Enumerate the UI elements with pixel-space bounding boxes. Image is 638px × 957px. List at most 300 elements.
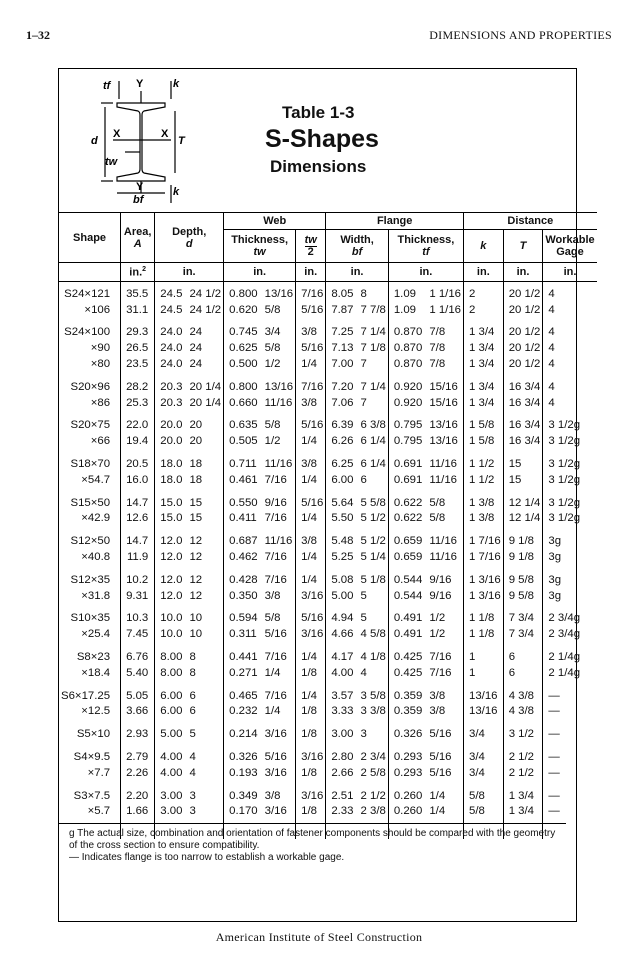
table-cell: 4.94 bbox=[326, 611, 356, 627]
table-cell: 7.13 bbox=[326, 340, 356, 356]
table-cell: 20.0 bbox=[155, 433, 185, 449]
table-cell: 5/8 bbox=[264, 612, 281, 625]
table-cell: 1 3/4 bbox=[464, 340, 504, 356]
table-cell: 7 1/8 bbox=[360, 342, 386, 355]
unit-cell: in. bbox=[543, 263, 597, 282]
table-cell: S10×35 bbox=[70, 612, 111, 625]
table-cell: 10 bbox=[189, 628, 203, 641]
table-cell: 5/16 bbox=[264, 628, 287, 641]
table-cell: 2.33 bbox=[326, 804, 356, 820]
table-cell: 16.0 bbox=[121, 472, 155, 488]
table-cell: 0.870 bbox=[388, 356, 424, 372]
table-cell: 9 1/8 bbox=[503, 533, 543, 549]
table-cell: 12.0 bbox=[155, 588, 185, 604]
table-cell: 0.800 bbox=[224, 286, 260, 302]
table-cell: 7.25 bbox=[326, 325, 356, 341]
unit-cell: in. bbox=[155, 263, 224, 282]
table-cell: 5.00 bbox=[326, 588, 356, 604]
diagram-label: tw bbox=[105, 156, 118, 168]
table-cell: 16 3/4 bbox=[503, 395, 543, 411]
table-cell: ×54.7 bbox=[81, 473, 111, 486]
table-cell: 1 3/4 bbox=[464, 356, 504, 372]
table-cell: S6×17.25 bbox=[61, 689, 111, 702]
table-cell: 6 bbox=[503, 665, 543, 681]
table-cell: 24 1/2 bbox=[189, 303, 222, 316]
table-cell: 2.80 bbox=[326, 749, 356, 765]
unit-cell: in. bbox=[224, 263, 296, 282]
table-cell: 3/16 bbox=[296, 749, 326, 765]
table-cell: ×106 bbox=[84, 303, 111, 316]
table-cell: 0.691 bbox=[388, 456, 424, 472]
table-cell: 5.00 bbox=[155, 726, 185, 742]
table-cell: 9/16 bbox=[264, 496, 287, 509]
table-cell: 1/8 bbox=[296, 765, 326, 781]
table-body bbox=[59, 286, 597, 839]
table-cell: ×7.7 bbox=[87, 766, 111, 779]
footnote-dash: — Indicates flange is too narrow to establish a workable gage. bbox=[69, 852, 345, 863]
table-cell: 3 5/8 bbox=[360, 689, 386, 702]
table-cell: 2 3/4g bbox=[543, 611, 597, 627]
table-cell: 6 1/4 bbox=[360, 435, 386, 448]
table-cell: 4 bbox=[543, 395, 597, 411]
table-row bbox=[59, 356, 597, 372]
table-cell: 24.5 bbox=[155, 286, 185, 302]
unit-cell: in. bbox=[296, 263, 326, 282]
table-cell: 7/16 bbox=[264, 651, 287, 664]
table-cell: 6 bbox=[189, 689, 196, 702]
col-tw2: tw 2 bbox=[296, 230, 326, 263]
table-cell: 4 bbox=[360, 666, 367, 679]
table-cell: 0.659 bbox=[388, 533, 424, 549]
table-row bbox=[59, 588, 597, 604]
table-cell: 0.326 bbox=[388, 726, 424, 742]
table-cell: ×5.7 bbox=[87, 805, 111, 818]
table-cell: 4 bbox=[189, 766, 196, 779]
table-cell: 5/16 bbox=[429, 728, 452, 741]
table-cell: S15×50 bbox=[70, 496, 111, 509]
table-cell: 3g bbox=[543, 572, 597, 588]
table-cell: 2 5/8 bbox=[360, 766, 386, 779]
table-cell: 7/16 bbox=[264, 551, 287, 564]
table-cell: 11/16 bbox=[429, 535, 458, 548]
table-cell: 3 1/2g bbox=[543, 472, 597, 488]
table-row bbox=[59, 549, 597, 565]
table-cell: 0.293 bbox=[388, 765, 424, 781]
table-cell: 2.51 bbox=[326, 788, 356, 804]
table-cell: 24 bbox=[189, 326, 203, 339]
table-cell: 6.76 bbox=[121, 649, 155, 665]
table-cell: 10.0 bbox=[155, 626, 185, 642]
table-cell: 3/16 bbox=[264, 766, 287, 779]
table-cell: 14.7 bbox=[121, 533, 155, 549]
table-row bbox=[59, 325, 597, 341]
table-cell: 4 bbox=[543, 302, 597, 318]
table-cell: — bbox=[543, 688, 597, 704]
table-cell: 5.40 bbox=[121, 665, 155, 681]
table-cell: 5.48 bbox=[326, 533, 356, 549]
table-cell: 3/8 bbox=[264, 789, 281, 802]
table-cell: 0.920 bbox=[388, 379, 424, 395]
table-cell: 15 bbox=[189, 496, 203, 509]
table-cell: 0.544 bbox=[388, 588, 424, 604]
table-cell: 35.5 bbox=[121, 286, 155, 302]
table-cell: 5.05 bbox=[121, 688, 155, 704]
table-cell: 20 1/2 bbox=[503, 356, 543, 372]
table-row bbox=[59, 626, 597, 642]
table-cell: 4 bbox=[543, 379, 597, 395]
table-row bbox=[59, 688, 597, 704]
table-cell: 1/2 bbox=[429, 612, 446, 625]
diagram-label: X bbox=[161, 128, 169, 140]
table-cell: 14.7 bbox=[121, 495, 155, 511]
table-cell: 2 bbox=[464, 286, 504, 302]
table-cell: 0.491 bbox=[388, 611, 424, 627]
col-web-thickness: Thickness, tw bbox=[224, 230, 296, 263]
table-cell: 5/16 bbox=[296, 495, 326, 511]
table-cell: 16 3/4 bbox=[503, 379, 543, 395]
table-cell: 3/16 bbox=[264, 728, 287, 741]
table-cell: 0.500 bbox=[224, 356, 260, 372]
table-cell: 7 7/8 bbox=[360, 303, 386, 316]
table-cell: 5 1/2 bbox=[360, 535, 386, 548]
section-title: DIMENSIONS AND PROPERTIES bbox=[429, 28, 612, 42]
table-row bbox=[59, 379, 597, 395]
table-cell: 6.00 bbox=[155, 704, 185, 720]
table-cell: 20 1/2 bbox=[503, 325, 543, 341]
table-cell: 2 bbox=[464, 302, 504, 318]
table-frame bbox=[58, 68, 595, 922]
table-cell: 1 5/8 bbox=[464, 433, 504, 449]
table-cell: 20.3 bbox=[155, 395, 185, 411]
table-cell: 2 3/4 bbox=[360, 751, 386, 764]
table-cell: 0.349 bbox=[224, 788, 260, 804]
table-cell: 1 7/16 bbox=[464, 533, 504, 549]
table-cell: 20 bbox=[189, 435, 203, 448]
table-cell: 5 bbox=[360, 612, 367, 625]
table-cell: 1.66 bbox=[121, 804, 155, 820]
table-cell: 12 bbox=[189, 535, 203, 548]
table-cell: 25.3 bbox=[121, 395, 155, 411]
table-cell: S8×23 bbox=[76, 651, 111, 664]
table-cell: 8.05 bbox=[326, 286, 356, 302]
dimensions-table bbox=[59, 212, 597, 839]
table-cell: 12.0 bbox=[155, 549, 185, 565]
diagram-label: Y bbox=[136, 181, 144, 193]
table-cell: 0.800 bbox=[224, 379, 260, 395]
table-cell: 1/4 bbox=[264, 666, 281, 679]
table-cell: 0.170 bbox=[224, 804, 260, 820]
table-cell: 0.920 bbox=[388, 395, 424, 411]
table-cell: 11/16 bbox=[264, 535, 293, 548]
table-cell: 2 1/2 bbox=[503, 749, 543, 765]
table-cell: 1 3/8 bbox=[464, 495, 504, 511]
table-cell: 1/4 bbox=[429, 805, 446, 818]
table-cell: 20 1/2 bbox=[503, 286, 543, 302]
table-cell: 5/8 bbox=[464, 804, 504, 820]
table-cell: 1/4 bbox=[296, 356, 326, 372]
table-cell: 18.0 bbox=[155, 456, 185, 472]
table-cell: 1 1/8 bbox=[464, 626, 504, 642]
table-cell: S3×7.5 bbox=[73, 789, 111, 802]
table-cell: 1 1/8 bbox=[464, 611, 504, 627]
table-cell: — bbox=[543, 765, 597, 781]
table-cell: 15.0 bbox=[155, 511, 185, 527]
table-cell: 4 bbox=[543, 356, 597, 372]
table-cell: 13/16 bbox=[464, 704, 504, 720]
table-cell: 7 1/4 bbox=[360, 380, 386, 393]
table-cell: 15 bbox=[189, 512, 203, 525]
table-cell: 3 1/2g bbox=[543, 418, 597, 434]
table-cell: 20.0 bbox=[155, 418, 185, 434]
table-cell: 13/16 bbox=[264, 380, 294, 393]
table-cell: 20 bbox=[189, 419, 203, 432]
unit-cell: in. bbox=[503, 263, 543, 282]
table-cell: 0.425 bbox=[388, 665, 424, 681]
table-cell: — bbox=[543, 749, 597, 765]
col-shape: Shape bbox=[59, 213, 121, 263]
col-gage: Workable Gage bbox=[543, 230, 597, 263]
col-web: Web bbox=[224, 213, 326, 230]
table-cell: 22.0 bbox=[121, 418, 155, 434]
table-cell: 3 bbox=[360, 728, 367, 741]
table-cell: 2 1/2 bbox=[360, 789, 386, 802]
table-cell: 12.6 bbox=[121, 511, 155, 527]
table-cell: 2.26 bbox=[121, 765, 155, 781]
table-cell: 0.544 bbox=[388, 572, 424, 588]
table-cell: 12.0 bbox=[155, 572, 185, 588]
table-cell: 10.0 bbox=[155, 611, 185, 627]
table-cell: 6 bbox=[189, 705, 196, 718]
table-row bbox=[59, 395, 597, 411]
table-cell: 3/8 bbox=[296, 395, 326, 411]
table-cell: 5/16 bbox=[296, 302, 326, 318]
table-number: Table 1-3 bbox=[282, 103, 355, 122]
table-cell: 20 1/4 bbox=[189, 396, 222, 409]
table-cell: 0.795 bbox=[388, 433, 424, 449]
table-cell: 6.39 bbox=[326, 418, 356, 434]
table-cell: 1/8 bbox=[296, 804, 326, 820]
table-cell: 0.293 bbox=[388, 749, 424, 765]
table-cell: 2 3/4g bbox=[543, 626, 597, 642]
table-row bbox=[59, 788, 597, 804]
table-cell: — bbox=[543, 788, 597, 804]
table-cell: 4 5/8 bbox=[360, 628, 386, 641]
table-cell: 9/16 bbox=[429, 589, 452, 602]
table-cell: 13/16 bbox=[429, 435, 458, 448]
table-cell: 6.26 bbox=[326, 433, 356, 449]
diagram-label: k bbox=[173, 78, 180, 90]
table-row bbox=[59, 495, 597, 511]
footnotes bbox=[59, 823, 566, 864]
table-cell: 1 3/16 bbox=[464, 588, 504, 604]
table-cell: 5/16 bbox=[296, 340, 326, 356]
table-cell: 31.1 bbox=[121, 302, 155, 318]
diagram-label: Y bbox=[136, 78, 144, 90]
table-cell: 1/4 bbox=[429, 789, 446, 802]
table-cell: 1/4 bbox=[296, 549, 326, 565]
footnote-g: g The actual size, combination and orientation of fastener components should be compared with the geometry of the cross section to ensure compatibility. bbox=[69, 828, 556, 851]
table-cell: 5/16 bbox=[264, 751, 287, 764]
table-cell: 12 bbox=[189, 551, 203, 564]
table-cell: 5/8 bbox=[464, 788, 504, 804]
table-cell: 6.25 bbox=[326, 456, 356, 472]
table-cell: 6 1/4 bbox=[360, 458, 386, 471]
table-cell: — bbox=[543, 726, 597, 742]
table-cell: 4 3/8 bbox=[503, 704, 543, 720]
table-cell: 5/8 bbox=[429, 496, 446, 509]
table-cell: — bbox=[543, 704, 597, 720]
table-cell: 11/16 bbox=[264, 458, 293, 471]
table-cell: 0.462 bbox=[224, 549, 260, 565]
table-cell: ×12.5 bbox=[81, 705, 111, 718]
table-cell: 13/16 bbox=[264, 287, 294, 300]
table-cell: 4.00 bbox=[326, 665, 356, 681]
table-cell: 5.50 bbox=[326, 511, 356, 527]
table-cell: S20×75 bbox=[70, 419, 111, 432]
table-cell: 18 bbox=[189, 458, 203, 471]
table-cell: 3/16 bbox=[296, 626, 326, 642]
table-cell: 0.465 bbox=[224, 688, 260, 704]
table-cell: 5/8 bbox=[264, 419, 281, 432]
page-number: 1–32 bbox=[26, 28, 50, 42]
table-cell: 7/16 bbox=[429, 666, 452, 679]
page-footer: American Institute of Steel Construction bbox=[215, 930, 423, 944]
table-cell: 13/16 bbox=[429, 419, 458, 432]
table-cell: 7/16 bbox=[296, 286, 326, 302]
table-cell: 2 1/4g bbox=[543, 665, 597, 681]
table-cell: 11/16 bbox=[264, 396, 293, 409]
table-row bbox=[59, 418, 597, 434]
table-cell: 7 bbox=[360, 358, 367, 371]
table-cell: S24×121 bbox=[64, 287, 111, 300]
table-cell: 11.9 bbox=[121, 549, 155, 565]
table-cell: 1 3/4 bbox=[503, 804, 543, 820]
table-cell: ×18.4 bbox=[81, 666, 111, 679]
table-row bbox=[59, 704, 597, 720]
table-cell: 7/8 bbox=[429, 326, 446, 339]
table-cell: 0.350 bbox=[224, 588, 260, 604]
table-cell: ×42.9 bbox=[81, 512, 111, 525]
table-cell: 0.461 bbox=[224, 472, 260, 488]
unit-cell: in. bbox=[464, 263, 504, 282]
table-cell: 1 1/16 bbox=[429, 303, 462, 316]
table-cell: 13/16 bbox=[464, 688, 504, 704]
table-cell: 0.491 bbox=[388, 626, 424, 642]
table-cell: 1 1/2 bbox=[464, 456, 504, 472]
table-cell: 8 bbox=[360, 287, 367, 300]
table-cell: 7/16 bbox=[264, 473, 287, 486]
table-cell: ×31.8 bbox=[81, 589, 111, 602]
table-cell: 0.193 bbox=[224, 765, 260, 781]
table-cell: 0.441 bbox=[224, 649, 260, 665]
table-cell: 12.0 bbox=[155, 533, 185, 549]
table-cell: S12×35 bbox=[70, 573, 111, 586]
table-row bbox=[59, 649, 597, 665]
table-cell: 0.635 bbox=[224, 418, 260, 434]
table-cell: 3/8 bbox=[296, 456, 326, 472]
table-cell: 3 bbox=[189, 805, 196, 818]
table-cell: 3g bbox=[543, 533, 597, 549]
table-cell: 0.359 bbox=[388, 688, 424, 704]
table-cell: 3.66 bbox=[121, 704, 155, 720]
table-cell: 1 3/8 bbox=[464, 511, 504, 527]
col-area: Area, A bbox=[121, 213, 155, 263]
table-cell: 10.3 bbox=[121, 611, 155, 627]
table-cell: 6 bbox=[503, 649, 543, 665]
title-area bbox=[59, 69, 576, 212]
table-cell: 0.232 bbox=[224, 704, 260, 720]
table-cell: 4.00 bbox=[155, 749, 185, 765]
table-row bbox=[59, 533, 597, 549]
table-cell: 9 5/8 bbox=[503, 572, 543, 588]
table-cell: 1/4 bbox=[296, 472, 326, 488]
table-cell: 3/16 bbox=[296, 588, 326, 604]
table-cell: 0.711 bbox=[224, 456, 260, 472]
table-cell: 10 bbox=[189, 612, 203, 625]
table-cell: 5.64 bbox=[326, 495, 356, 511]
table-cell: 24.5 bbox=[155, 302, 185, 318]
table-cell: 3/4 bbox=[464, 749, 504, 765]
table-cell: 1/2 bbox=[264, 435, 281, 448]
table-cell: 0.311 bbox=[224, 626, 260, 642]
table-cell: 0.687 bbox=[224, 533, 260, 549]
table-cell: 1 1/2 bbox=[464, 472, 504, 488]
table-cell: 1 7/16 bbox=[464, 549, 504, 565]
table-cell: 2.20 bbox=[121, 788, 155, 804]
table-cell: 1 bbox=[464, 649, 504, 665]
table-cell: 7.87 bbox=[326, 302, 356, 318]
table-cell: 18 bbox=[189, 473, 203, 486]
table-cell: 5/16 bbox=[429, 751, 452, 764]
table-cell: 12 bbox=[189, 573, 203, 586]
table-cell: 7/16 bbox=[264, 689, 287, 702]
table-cell: 5/16 bbox=[296, 611, 326, 627]
table-cell: 0.660 bbox=[224, 395, 260, 411]
table-cell: 3/8 bbox=[296, 533, 326, 549]
table-cell: 6.00 bbox=[326, 472, 356, 488]
table-cell: 5/16 bbox=[429, 766, 452, 779]
table-cell: 0.428 bbox=[224, 572, 260, 588]
table-row bbox=[59, 804, 597, 820]
table-cell: 0.411 bbox=[224, 511, 260, 527]
table-row bbox=[59, 286, 597, 302]
table-cell: 23.5 bbox=[121, 356, 155, 372]
col-k: k bbox=[464, 230, 504, 263]
table-cell: 0.260 bbox=[388, 788, 424, 804]
diagram-label: tf bbox=[103, 80, 111, 92]
table-cell: 3.00 bbox=[326, 726, 356, 742]
table-cell: 20.3 bbox=[155, 379, 185, 395]
table-cell: 1/4 bbox=[296, 649, 326, 665]
table-cell: 24 bbox=[189, 358, 203, 371]
table-cell: 5.08 bbox=[326, 572, 356, 588]
table-cell: 3/8 bbox=[296, 325, 326, 341]
table-cell: 20 1/2 bbox=[503, 302, 543, 318]
table-cell: 1/4 bbox=[264, 705, 281, 718]
table-cell: 3.00 bbox=[155, 804, 185, 820]
diagram-label: k bbox=[173, 186, 180, 198]
table-row bbox=[59, 456, 597, 472]
table-row bbox=[59, 511, 597, 527]
table-cell: 1 3/16 bbox=[464, 572, 504, 588]
table-cell: 12 1/4 bbox=[503, 511, 543, 527]
table-cell: 3/16 bbox=[264, 805, 287, 818]
table-cell: 4 bbox=[543, 325, 597, 341]
table-cell: ×66 bbox=[90, 435, 111, 448]
table-cell: 5 1/8 bbox=[360, 573, 386, 586]
table-cell: 15/16 bbox=[429, 380, 458, 393]
table-cell: 20.5 bbox=[121, 456, 155, 472]
